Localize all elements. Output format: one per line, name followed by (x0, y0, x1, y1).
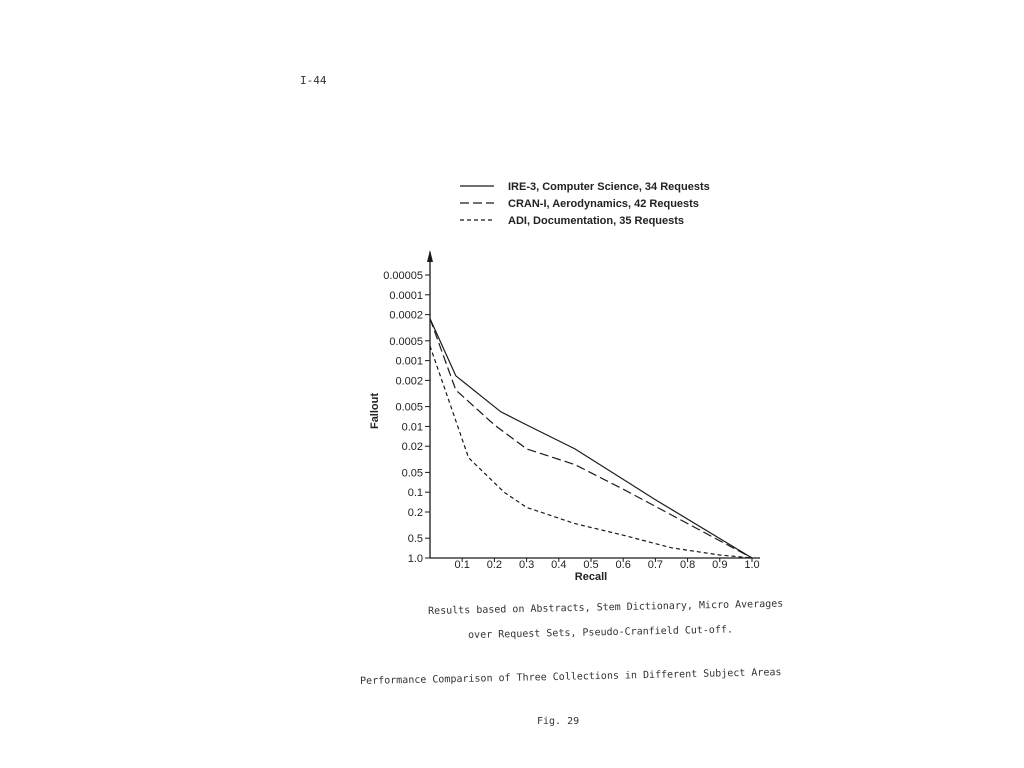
x-tick-label-4: 0.5 (583, 559, 599, 571)
chart-series (430, 319, 752, 558)
y-tick-label-11: 0.2 (407, 507, 423, 520)
x-axis-title: Recall (574, 571, 608, 583)
chart-axes (369, 250, 760, 583)
x-tick-label-1: 0.2 (486, 559, 503, 571)
y-tick-label-0: 0.00005 (383, 270, 423, 282)
y-tick-label-3: 0.0005 (389, 335, 423, 348)
y-tick-label-9: 0.05 (401, 467, 423, 480)
y-tick-label-5: 0.002 (395, 375, 423, 388)
x-tick-label-7: 0.8 (679, 559, 696, 571)
series-line-0 (430, 319, 752, 558)
y-tick-label-1: 0.0001 (389, 289, 423, 302)
y-tick-label-2: 0.0002 (389, 309, 423, 322)
page-number: I-44 (300, 74, 327, 87)
x-tick-label-0: 0.1 (454, 559, 470, 571)
y-tick-label-12: 0.5 (407, 533, 423, 546)
x-tick-label-2: 0.3 (518, 559, 535, 571)
x-tick-label-5: 0.6 (615, 559, 631, 571)
y-tick-label-10: 0.1 (407, 487, 423, 500)
series-line-2 (430, 346, 752, 558)
chart-legend (460, 181, 710, 227)
caption-line-1: Results based on Abstracts, Stem Dictionary, Micro Averages (428, 598, 784, 617)
y-tick-label-4: 0.001 (395, 355, 423, 368)
y-axis-arrow (427, 250, 433, 262)
y-tick-label-13: 1.0 (407, 553, 423, 565)
y-axis-title: Fallout (369, 392, 381, 430)
x-tick-label-6: 0.7 (647, 559, 664, 571)
figure-title: Performance Comparison of Three Collections in Different Subject Areas (360, 667, 782, 687)
x-tick-label-8: 0.9 (712, 559, 728, 571)
caption-line-2: over Request Sets, Pseudo-Cranfield Cut-off. (468, 624, 734, 641)
x-tick-label-9: 1.0 (744, 559, 760, 571)
legend-label-0: IRE-3, Computer Science, 34 Requests (508, 181, 710, 193)
legend-label-2: ADI, Documentation, 35 Requests (508, 215, 685, 227)
legend-label-1: CRAN-I, Aerodynamics, 42 Requests (508, 198, 699, 210)
y-tick-label-7: 0.01 (401, 421, 423, 434)
figure-number: Fig. 29 (537, 716, 580, 727)
y-tick-label-8: 0.02 (401, 441, 423, 454)
series-line-1 (430, 319, 752, 558)
y-tick-label-6: 0.005 (395, 401, 423, 414)
x-tick-label-3: 0.4 (551, 559, 567, 571)
